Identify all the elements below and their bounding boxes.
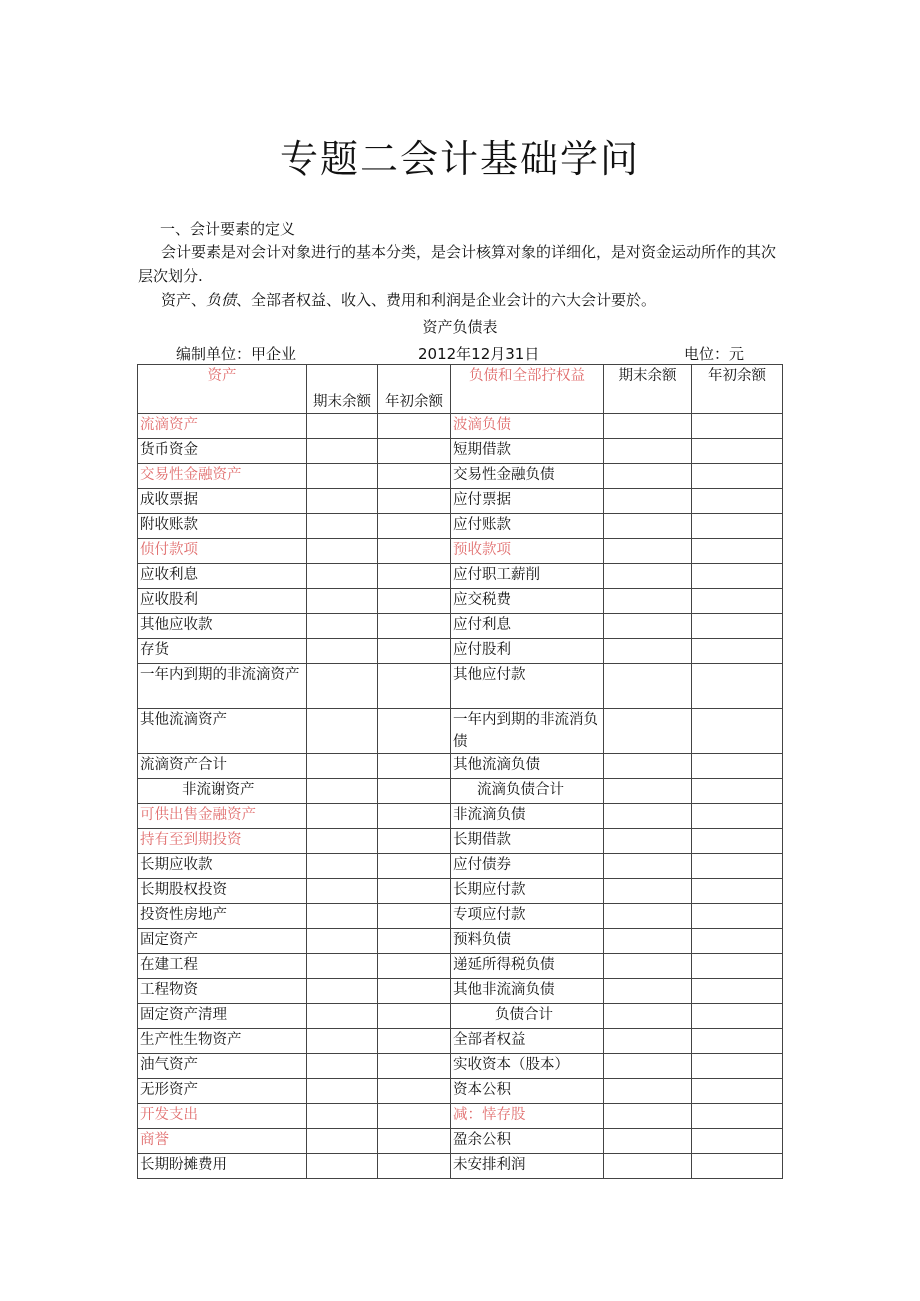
liability-item-label: 非流滴负债 [451, 804, 604, 829]
liability-period-end-cell [604, 879, 692, 904]
liability-year-begin-cell [692, 639, 783, 664]
asset-period-end-cell [307, 1154, 378, 1179]
paragraph-elements-italic: 负债 [206, 291, 237, 309]
liability-year-begin-cell [692, 779, 783, 804]
liability-year-begin-cell [692, 564, 783, 589]
table-row [138, 539, 783, 564]
asset-year-begin-cell [378, 564, 451, 589]
asset-year-begin-cell [378, 1029, 451, 1054]
paragraph-definition: 会计要素是对会计对象进行的基本分类，是会计核算对象的详细化，是对资金运动所作的其次层次划分. [138, 243, 777, 285]
paragraph-elements-part2: 、全部者权益、收入、费用和利润是企业会计的六大会计要於。 [236, 291, 657, 309]
table-row [138, 414, 783, 439]
liability-year-begin-cell [692, 464, 783, 489]
asset-item-label: 其他流滴资产 [138, 709, 307, 754]
currency-unit: 电位：元 [684, 345, 745, 363]
asset-year-begin-cell [378, 804, 451, 829]
liability-period-end-cell [604, 639, 692, 664]
table-row [138, 1104, 783, 1129]
liability-year-begin-cell [692, 414, 783, 439]
liability-period-end-cell [604, 854, 692, 879]
header-period-end-right: 期末余额 [604, 365, 692, 414]
liability-period-end-cell [604, 779, 692, 804]
liability-year-begin-cell [692, 664, 783, 709]
liability-period-end-cell [604, 929, 692, 954]
asset-item-label: 流滴资产 [138, 414, 307, 439]
table-row [138, 979, 783, 1004]
asset-item-label: 交易性金融资产 [138, 464, 307, 489]
liability-year-begin-cell [692, 1029, 783, 1054]
liability-item-label: 专项应付款 [451, 904, 604, 929]
liability-period-end-cell [604, 414, 692, 439]
table-row [138, 829, 783, 854]
asset-item-label: 无形资产 [138, 1079, 307, 1104]
asset-item-label: 应收利息 [138, 564, 307, 589]
liability-item-label: 应付债券 [451, 854, 604, 879]
liability-period-end-cell [604, 829, 692, 854]
table-row [138, 664, 783, 709]
liability-period-end-cell [604, 1079, 692, 1104]
asset-period-end-cell [307, 979, 378, 1004]
header-year-begin: 年初余额 [378, 365, 451, 414]
liability-year-begin-cell [692, 979, 783, 1004]
asset-period-end-cell [307, 929, 378, 954]
asset-item-label: 油气资产 [138, 1054, 307, 1079]
header-year-begin-right: 年初余额 [692, 365, 783, 414]
table-row [138, 929, 783, 954]
asset-year-begin-cell [378, 639, 451, 664]
asset-period-end-cell [307, 639, 378, 664]
liability-item-label: 应付利息 [451, 614, 604, 639]
table-row [138, 514, 783, 539]
asset-year-begin-cell [378, 709, 451, 754]
report-date: 2012年12月31日 [418, 345, 540, 363]
liability-year-begin-cell [692, 439, 783, 464]
asset-period-end-cell [307, 1029, 378, 1054]
liability-item-label: 减：悻存股 [451, 1104, 604, 1129]
table-title: 资产负债表 [422, 318, 498, 336]
table-row [138, 779, 783, 804]
asset-period-end-cell [307, 709, 378, 754]
compiling-unit: 编制单位：甲企业 [176, 345, 297, 363]
liability-year-begin-cell [692, 1154, 783, 1179]
table-row [138, 589, 783, 614]
liability-item-label: 其他应付款 [451, 664, 604, 709]
asset-period-end-cell [307, 879, 378, 904]
liability-item-label: 其他流滴负债 [451, 754, 604, 779]
asset-item-label: 生产性生物资产 [138, 1029, 307, 1054]
asset-period-end-cell [307, 829, 378, 854]
table-row [138, 754, 783, 779]
liability-period-end-cell [604, 754, 692, 779]
liability-year-begin-cell [692, 754, 783, 779]
asset-period-end-cell [307, 804, 378, 829]
liability-year-begin-cell [692, 1054, 783, 1079]
table-row [138, 879, 783, 904]
asset-year-begin-cell [378, 979, 451, 1004]
asset-item-label: 固定资产 [138, 929, 307, 954]
liability-item-label: 资本公积 [451, 1079, 604, 1104]
asset-item-label: 附收账款 [138, 514, 307, 539]
asset-period-end-cell [307, 614, 378, 639]
table-row [138, 1029, 783, 1054]
asset-period-end-cell [307, 1054, 378, 1079]
asset-item-label: 长期盼摊费用 [138, 1154, 307, 1179]
table-row [138, 1154, 783, 1179]
asset-period-end-cell [307, 464, 378, 489]
liability-item-label: 递延所得税负债 [451, 954, 604, 979]
asset-item-label: 流滴资产合计 [138, 754, 307, 779]
header-liabilities-equity: 负债和全部拧权益 [451, 365, 604, 414]
asset-year-begin-cell [378, 904, 451, 929]
liability-year-begin-cell [692, 514, 783, 539]
table-row [138, 489, 783, 514]
liability-period-end-cell [604, 664, 692, 709]
asset-item-label: 工程物资 [138, 979, 307, 1004]
liability-period-end-cell [604, 539, 692, 564]
asset-item-label: 一年内到期的非流滴资产 [138, 664, 307, 709]
asset-period-end-cell [307, 1129, 378, 1154]
liability-item-label: 其他非流滴负债 [451, 979, 604, 1004]
liability-item-label: 未安排利润 [451, 1154, 604, 1179]
liability-year-begin-cell [692, 879, 783, 904]
asset-year-begin-cell [378, 929, 451, 954]
asset-year-begin-cell [378, 614, 451, 639]
liability-item-label: 长期应付款 [451, 879, 604, 904]
liability-period-end-cell [604, 804, 692, 829]
asset-item-label: 非流谢资产 [138, 779, 307, 804]
asset-year-begin-cell [378, 1154, 451, 1179]
asset-item-label: 固定资产清理 [138, 1004, 307, 1029]
asset-item-label: 持有至到期投资 [138, 829, 307, 854]
asset-year-begin-cell [378, 514, 451, 539]
asset-period-end-cell [307, 1104, 378, 1129]
asset-year-begin-cell [378, 1104, 451, 1129]
liability-year-begin-cell [692, 804, 783, 829]
asset-year-begin-cell [378, 1004, 451, 1029]
liability-period-end-cell [604, 564, 692, 589]
liability-year-begin-cell [692, 829, 783, 854]
asset-year-begin-cell [378, 954, 451, 979]
asset-year-begin-cell [378, 539, 451, 564]
asset-year-begin-cell [378, 854, 451, 879]
asset-item-label: 商誉 [138, 1129, 307, 1154]
asset-period-end-cell [307, 904, 378, 929]
header-period-end: 期末余额 [307, 365, 378, 414]
liability-period-end-cell [604, 464, 692, 489]
table-row [138, 564, 783, 589]
table-row [138, 854, 783, 879]
liability-period-end-cell [604, 1154, 692, 1179]
asset-period-end-cell [307, 414, 378, 439]
asset-period-end-cell [307, 754, 378, 779]
asset-item-label: 长期应收款 [138, 854, 307, 879]
liability-year-begin-cell [692, 904, 783, 929]
liability-year-begin-cell [692, 929, 783, 954]
liability-item-label: 交易性金融负债 [451, 464, 604, 489]
asset-item-label: 在建工程 [138, 954, 307, 979]
table-header-row [138, 365, 783, 414]
table-row [138, 709, 783, 754]
table-row [138, 1129, 783, 1154]
liability-year-begin-cell [692, 614, 783, 639]
liability-period-end-cell [604, 614, 692, 639]
liability-period-end-cell [604, 589, 692, 614]
asset-year-begin-cell [378, 1079, 451, 1104]
liability-item-label: 负债合计 [451, 1004, 604, 1029]
asset-item-label: 可供出售金融资产 [138, 804, 307, 829]
asset-period-end-cell [307, 564, 378, 589]
liability-year-begin-cell [692, 709, 783, 754]
table-row [138, 439, 783, 464]
liability-item-label: 应付账款 [451, 514, 604, 539]
liability-period-end-cell [604, 1104, 692, 1129]
liability-year-begin-cell [692, 854, 783, 879]
asset-period-end-cell [307, 854, 378, 879]
liability-period-end-cell [604, 439, 692, 464]
liability-year-begin-cell [692, 589, 783, 614]
asset-year-begin-cell [378, 754, 451, 779]
liability-year-begin-cell [692, 1129, 783, 1154]
asset-year-begin-cell [378, 414, 451, 439]
liability-item-label: 流滴负债合计 [451, 779, 604, 804]
asset-period-end-cell [307, 514, 378, 539]
liability-year-begin-cell [692, 1004, 783, 1029]
asset-item-label: 货币资金 [138, 439, 307, 464]
table-row [138, 904, 783, 929]
liability-period-end-cell [604, 514, 692, 539]
asset-year-begin-cell [378, 1129, 451, 1154]
asset-period-end-cell [307, 539, 378, 564]
asset-year-begin-cell [378, 439, 451, 464]
liability-item-label: 短期借款 [451, 439, 604, 464]
liability-item-label: 应付票据 [451, 489, 604, 514]
liability-period-end-cell [604, 489, 692, 514]
liability-item-label: 波滴负债 [451, 414, 604, 439]
liability-period-end-cell [604, 954, 692, 979]
table-row [138, 1004, 783, 1029]
liability-item-label: 应付职工薪削 [451, 564, 604, 589]
asset-year-begin-cell [378, 464, 451, 489]
asset-period-end-cell [307, 439, 378, 464]
liability-item-label: 应交税费 [451, 589, 604, 614]
asset-year-begin-cell [378, 664, 451, 709]
liability-period-end-cell [604, 1029, 692, 1054]
section-heading: 一、会计要素的定义 [160, 220, 296, 238]
liability-year-begin-cell [692, 1079, 783, 1104]
liability-item-label: 一年内到期的非流消负债 [451, 709, 604, 754]
liability-period-end-cell [604, 709, 692, 754]
balance-sheet-body [138, 365, 783, 1179]
asset-item-label: 存货 [138, 639, 307, 664]
asset-year-begin-cell [378, 879, 451, 904]
liability-period-end-cell [604, 979, 692, 1004]
liability-period-end-cell [604, 1004, 692, 1029]
asset-period-end-cell [307, 664, 378, 709]
table-row [138, 954, 783, 979]
asset-item-label: 投资性房地产 [138, 904, 307, 929]
asset-year-begin-cell [378, 589, 451, 614]
asset-year-begin-cell [378, 779, 451, 804]
paragraph-elements-part1: 资产、 [161, 291, 207, 309]
liability-item-label: 盈余公积 [451, 1129, 604, 1154]
asset-item-label: 其他应收款 [138, 614, 307, 639]
asset-year-begin-cell [378, 1054, 451, 1079]
table-row [138, 804, 783, 829]
liability-item-label: 预收款项 [451, 539, 604, 564]
asset-year-begin-cell [378, 489, 451, 514]
asset-period-end-cell [307, 589, 378, 614]
asset-item-label: 侦付款项 [138, 539, 307, 564]
liability-year-begin-cell [692, 1104, 783, 1129]
table-row [138, 639, 783, 664]
liability-period-end-cell [604, 1054, 692, 1079]
balance-sheet-table [137, 364, 783, 1179]
paragraph-elements [138, 288, 790, 312]
asset-period-end-cell [307, 954, 378, 979]
liability-period-end-cell [604, 904, 692, 929]
table-row [138, 1079, 783, 1104]
liability-year-begin-cell [692, 954, 783, 979]
table-row [138, 614, 783, 639]
liability-item-label: 应付股利 [451, 639, 604, 664]
asset-item-label: 应收股利 [138, 589, 307, 614]
asset-period-end-cell [307, 1004, 378, 1029]
liability-item-label: 长期借款 [451, 829, 604, 854]
table-row [138, 1054, 783, 1079]
liability-item-label: 全部者权益 [451, 1029, 604, 1054]
liability-item-label: 预料负债 [451, 929, 604, 954]
asset-period-end-cell [307, 1079, 378, 1104]
asset-period-end-cell [307, 489, 378, 514]
liability-year-begin-cell [692, 489, 783, 514]
liability-item-label: 实收资本（股本） [451, 1054, 604, 1079]
header-assets: 资产 [138, 365, 307, 414]
asset-item-label: 开发支出 [138, 1104, 307, 1129]
asset-item-label: 长期股权投资 [138, 879, 307, 904]
table-row [138, 464, 783, 489]
liability-year-begin-cell [692, 539, 783, 564]
liability-period-end-cell [604, 1129, 692, 1154]
page-title: 专题二会计基础学问 [279, 137, 640, 181]
asset-period-end-cell [307, 779, 378, 804]
asset-year-begin-cell [378, 829, 451, 854]
asset-item-label: 成收票据 [138, 489, 307, 514]
